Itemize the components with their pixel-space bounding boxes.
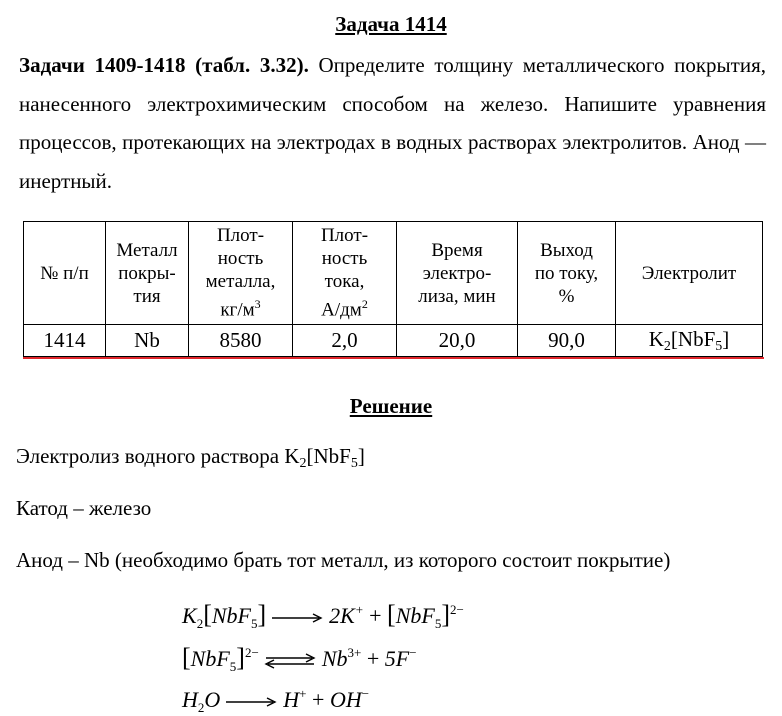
right-arrow-icon [272, 612, 324, 624]
solution-title: Решение [349, 394, 433, 418]
equation-dissociation: $K_2[NbF_5] 2K^+ + [NbF_5]^{2-}$ [182, 600, 464, 631]
solution-line-anode: Анод – Nb (необходимо брать тот металл, из которого состоит покрытие) [16, 548, 671, 572]
cell-num: 1414 [24, 325, 106, 357]
solution-line-electrolysis: Электролиз водного раствора $K_2[NbF_5]$ [16, 444, 365, 471]
data-table [23, 221, 763, 357]
equation-complex-equilibrium: $[NbF_5]^{2-}$ $Nb^{3+} + 5F^-$ [182, 643, 417, 674]
equation-water-dissociation: $H_2O$ H+ + OH− [182, 686, 370, 715]
cell-yield: 90,0 [518, 325, 616, 357]
header-electrolyte: Электролит [616, 222, 763, 325]
cell-current: 2,0 [293, 325, 397, 357]
header-current-density: Плот- ность тока, $А/дм^2$ [293, 222, 397, 325]
header-metal: Металл покры- тия [106, 222, 189, 325]
solution-line-cathode: Катод – железо [16, 496, 152, 520]
table-header-row [24, 222, 763, 325]
cell-density: 8580 [189, 325, 293, 357]
cell-metal: Nb [106, 325, 189, 357]
header-time: Время электро- лиза, мин [397, 222, 518, 325]
table-row [24, 325, 763, 357]
task-reference: Задачи 1409-1418 (табл. 3.32). [19, 53, 309, 77]
task-text: Определите толщину металлического покрытия, нанесенного электрохимическим способом на железо. Напишите уравнения процессов, протекающих на электродах в водных растворах электролитов. Анод — инертный. [19, 53, 766, 193]
header-yield: Выход по току, % [518, 222, 616, 325]
cell-time: 20,0 [397, 325, 518, 357]
cell-electrolyte: $K_2[NbF_5]$ [616, 325, 763, 357]
header-num: № п/п [24, 222, 106, 325]
task-description [19, 46, 766, 200]
header-density: Плот- ность металла, $кг/м^3$ [189, 222, 293, 325]
right-arrow-icon [226, 696, 278, 708]
task-title: Задача 1414 [335, 12, 447, 36]
red-underline [23, 357, 764, 359]
equilibrium-arrow-icon [264, 653, 316, 669]
